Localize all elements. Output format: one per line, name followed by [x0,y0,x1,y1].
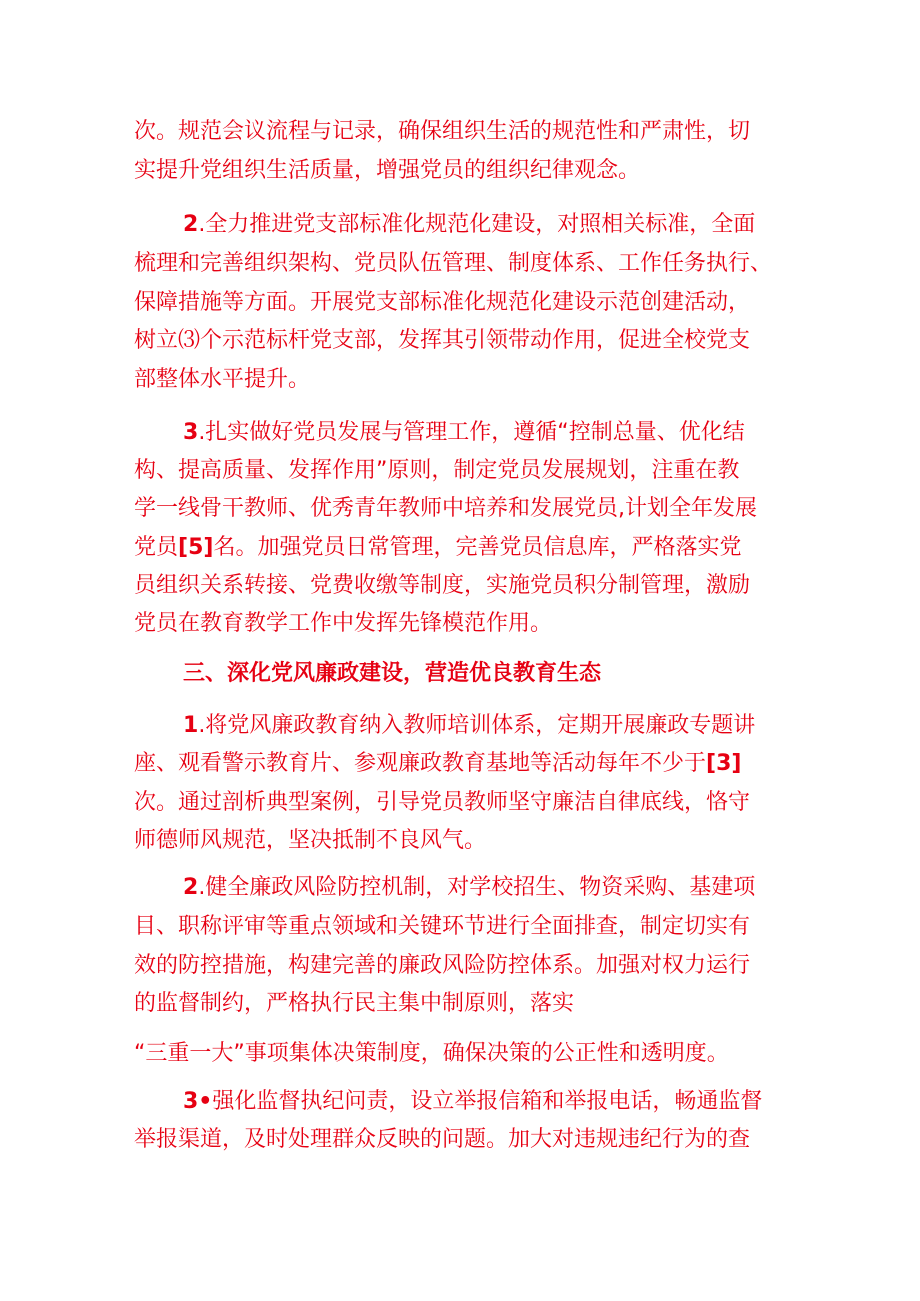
text-segment: .全力推进党支部标准化规范化建设，对照相关标准，全面 [198,212,756,237]
text-line [134,1125,750,1155]
text-segment: 实提升党组织生活质量，增强党员的组织纪律观念。 [134,158,641,183]
item-number: 3• [183,1089,213,1114]
text-line [134,288,750,318]
text-segment: .将党风廉政教育纳入教师培训体系，定期开展廉政专题讲 [198,713,756,738]
item-number: 2 [183,212,199,237]
text-segment: 的监督制约，严格执行民主集中制原则，落实 [134,991,575,1016]
text-line [134,571,750,601]
text-segment: .扎实做好党员发展与管理工作，遵循“控制总量、优化结 [198,420,745,445]
highlight-value: [5] [178,535,214,560]
text-segment: “三重一大”事项集体决策制度，确保决策的公正性和透明度。 [134,1041,729,1066]
text-segment: .健全廉政风险防控机制，对学校招生、物资采购、基建项 [198,875,756,900]
text-line [134,326,750,356]
text-line [134,989,574,1019]
text-segment: 树立⑶个示范标杆党支部，发挥其引领带动作用，促进全校党支 [134,328,751,353]
text-line [134,117,750,147]
text-line [134,788,750,818]
text-segment: 师德师风规范，坚决抵制不良风气。 [134,828,487,853]
text-line [134,1039,729,1069]
text-segment: 保障措施等方面。开展党支部标准化规范化建设示范创建活动， [134,290,751,315]
highlight-value: [3] [706,751,742,776]
text-segment: 座、观看警示教育片、参观廉政教育基地等活动每年不少于 [134,751,707,776]
paragraph-2-line [183,210,755,240]
text-line [134,156,640,186]
text-segment: 名。加强党员日常管理，完善党员信息库，严格落实党 [213,535,742,560]
text-segment: 次。规范会议流程与记录，确保组织生活的规范性和严肃性，切 [134,119,751,144]
item-number: 3 [183,420,199,445]
text-line [134,456,739,486]
text-segment: 举报渠道，及时处理群众反映的问题。加大对违规违纪行为的查 [134,1127,751,1152]
text-segment: 部整体水平提升。 [134,367,311,392]
text-segment: 效的防控措施，构建完善的廉政风险防控体系。加强对权力运行 [134,953,751,978]
text-line [134,826,486,856]
text-segment: 次。通过剖析典型案例，引导党员教师坚守廉洁自律底线，恪守 [134,790,751,815]
paragraph-3-line [183,1087,762,1117]
text-segment: 党员在教育教学工作中发挥先锋模范作用。 [134,611,553,636]
text-line [134,249,772,279]
text-line [134,951,750,981]
section-heading [183,659,601,689]
paragraph-1-line [183,711,755,741]
text-segment: 梳理和完善组织架构、党员队伍管理、制度体系、工作任务执行、 [134,251,773,276]
section-heading-text: 三、深化党风廉政建设，营造优良教育生态 [183,661,602,686]
text-line [134,609,552,639]
text-segment: 党员 [134,535,179,560]
text-segment: 强化监督执纪问责，设立举报信箱和举报电话，畅通监督 [212,1089,763,1114]
text-line [134,494,757,524]
text-line [134,749,741,779]
text-segment: 学一线骨干教师、优秀青年教师中培养和发展党员,计划全年发展 [134,496,757,521]
text-line [134,533,741,563]
text-line [134,365,310,395]
text-segment: 目、职称评审等重点领域和关键环节进行全面排查，制定切实有 [134,914,751,939]
text-segment: 员组织关系转接、党费收缴等制度，实施党员积分制管理，激励 [134,573,751,598]
paragraph-2-line [183,873,755,903]
text-line [134,912,750,942]
text-segment: 构、提高质量、发挥作用”原则，制定党员发展规划，注重在教 [134,458,740,483]
item-number: 2 [183,875,199,900]
paragraph-3-line [183,418,745,448]
item-number: 1 [183,713,199,738]
